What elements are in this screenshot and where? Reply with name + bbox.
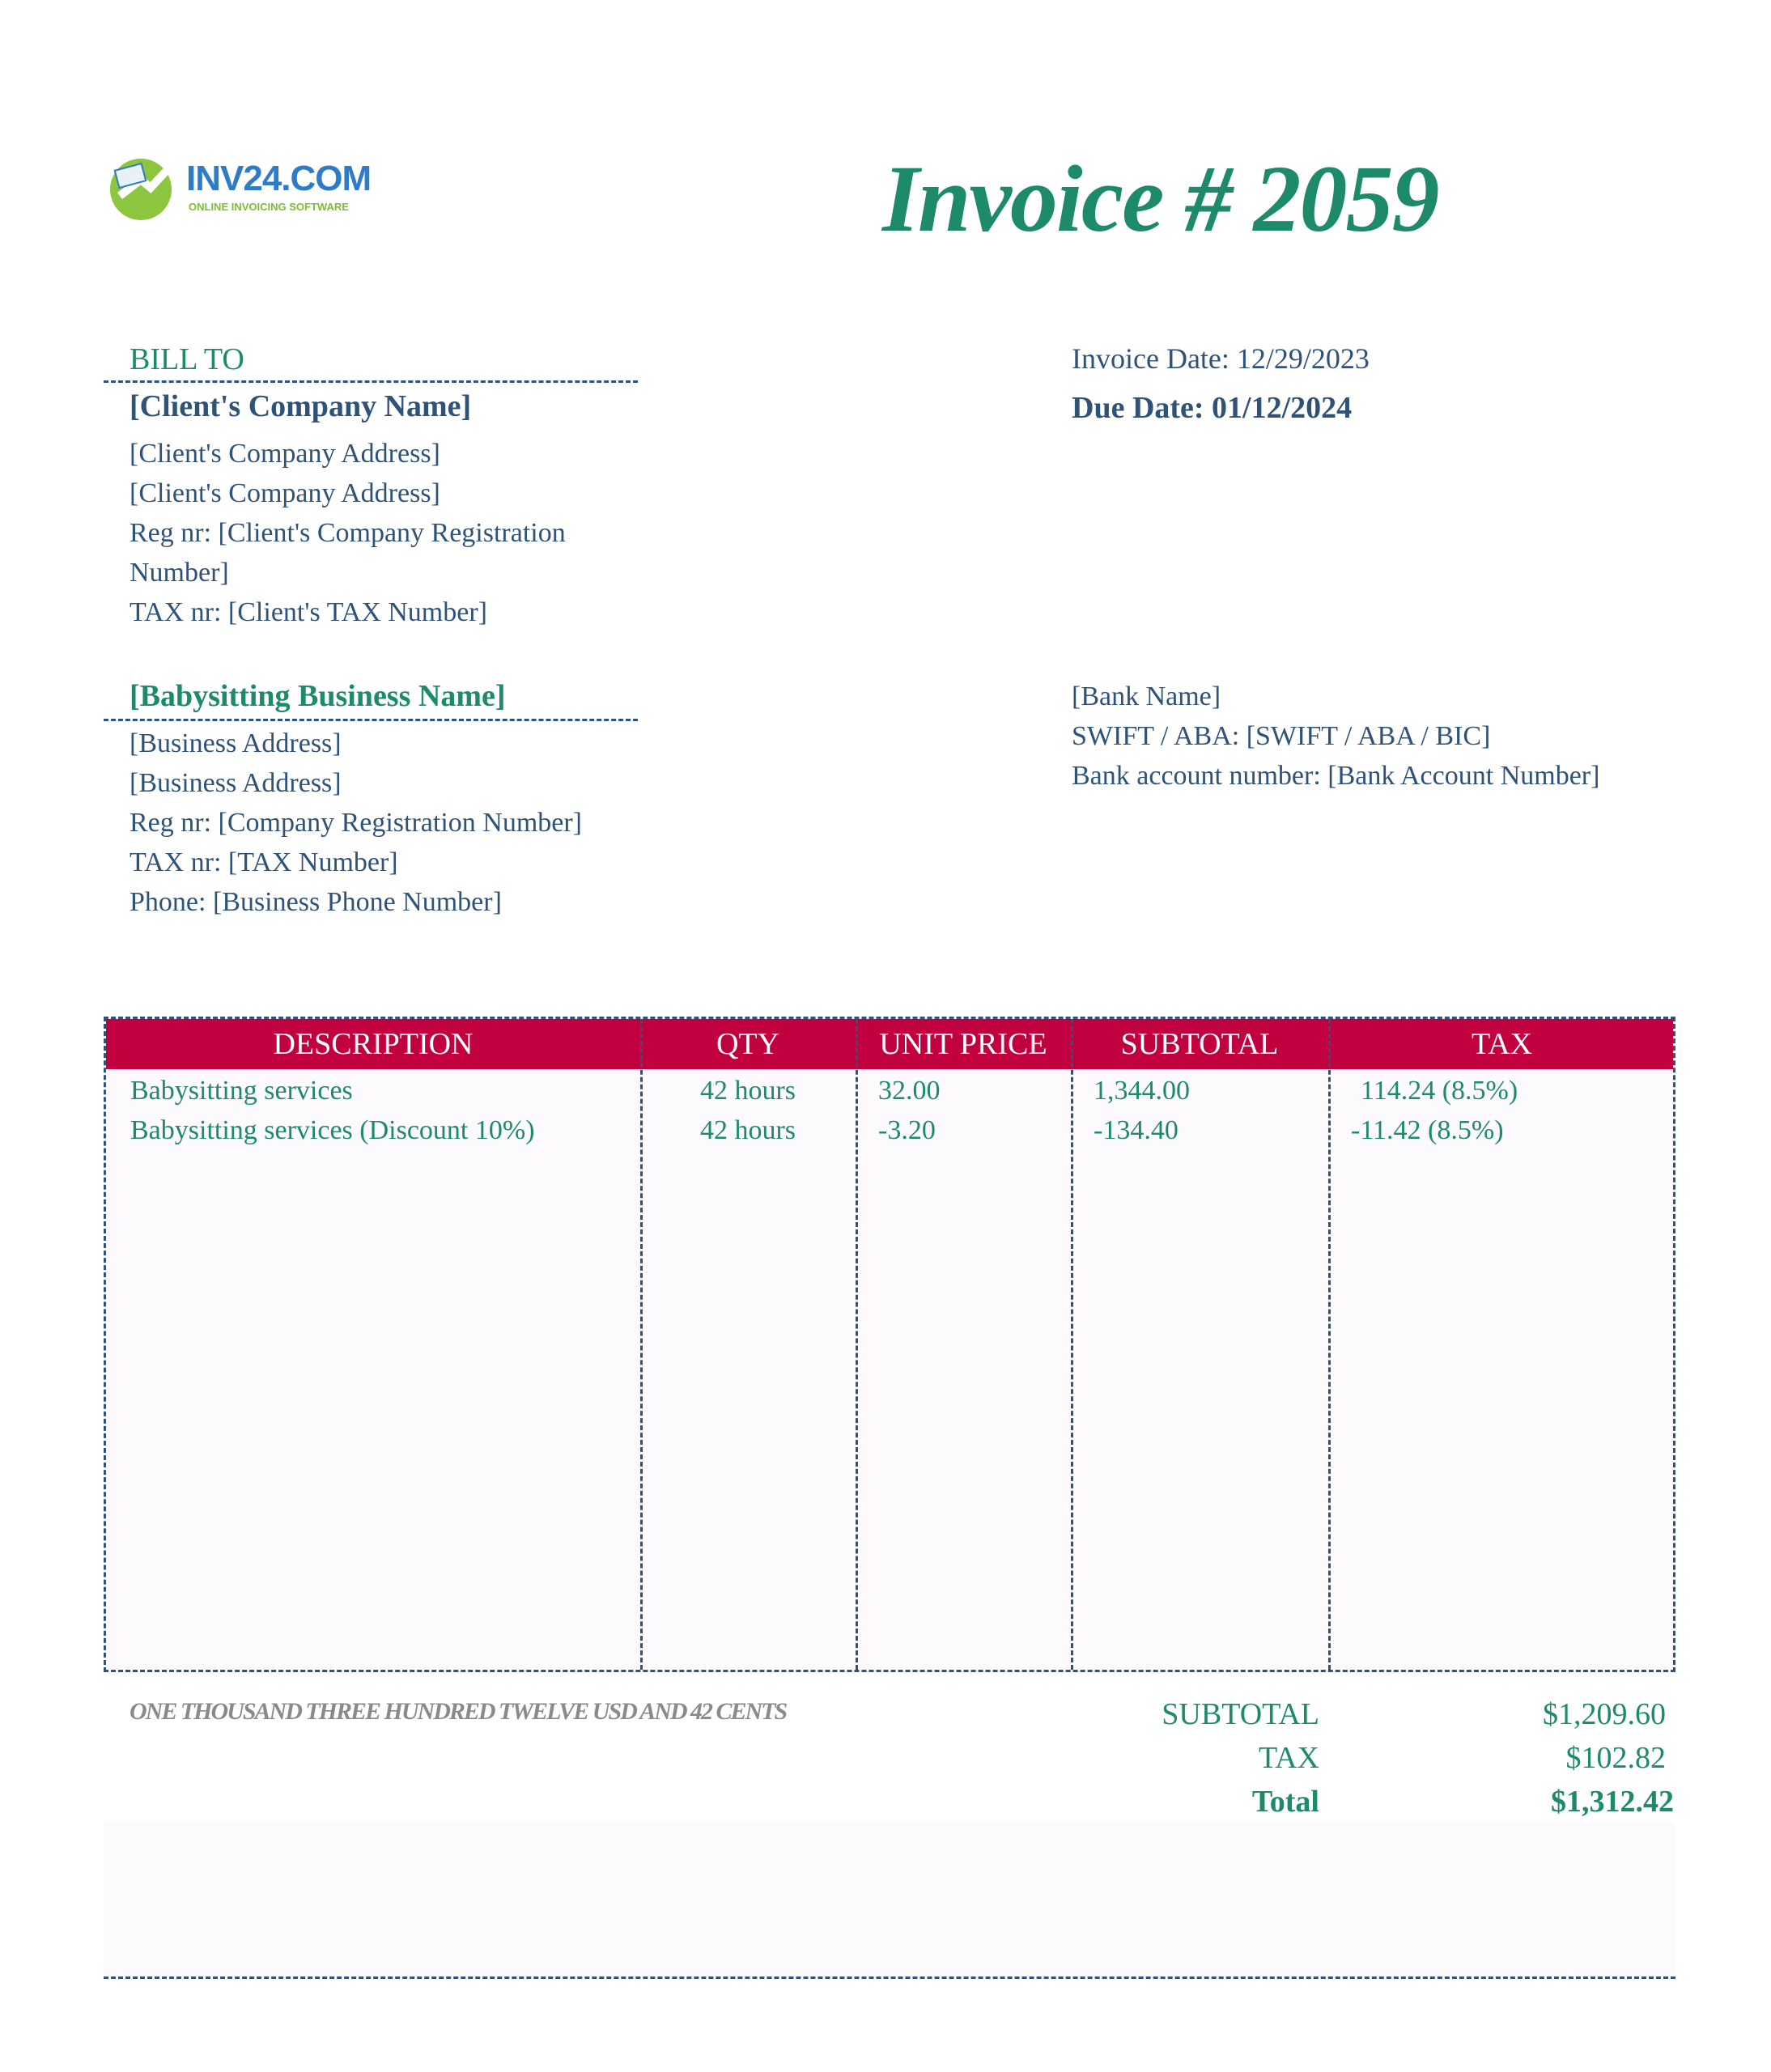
header-description: DESCRIPTION — [273, 1027, 474, 1061]
business-address-2: [Business Address] — [130, 768, 342, 798]
business-tax-number: TAX nr: [TAX Number] — [130, 847, 398, 877]
header-tax: TAX — [1471, 1027, 1533, 1061]
header-qty: QTY — [716, 1027, 780, 1061]
total-value: $1,312.42 — [1551, 1785, 1674, 1819]
notes-area — [104, 1823, 1675, 1976]
logo-arrow-icon — [105, 151, 183, 223]
row-description: Babysitting services (Discount 10%) — [130, 1115, 535, 1145]
subtotal-value: $1,209.60 — [1543, 1697, 1666, 1731]
header-subtotal: SUBTOTAL — [1120, 1027, 1279, 1061]
business-divider — [104, 719, 638, 721]
items-table — [104, 1017, 1675, 1672]
column-divider — [1328, 1019, 1331, 1670]
invoice-title: Invoice # 2059 — [882, 146, 1438, 252]
bank-swift: SWIFT / ABA: [SWIFT / ABA / BIC] — [1072, 721, 1491, 751]
business-name: [Babysitting Business Name] — [130, 679, 506, 713]
client-address-1: [Client's Company Address] — [130, 439, 440, 469]
client-reg-line-2: Number] — [130, 558, 229, 588]
footer-divider — [104, 1976, 1675, 1979]
row-tax: -11.42 (8.5%) — [1351, 1115, 1504, 1145]
row-unit-price: 32.00 — [878, 1076, 941, 1106]
company-logo — [105, 151, 372, 223]
bank-account-number: Bank account number: [Bank Account Number] — [1072, 761, 1600, 791]
bill-to-divider — [104, 380, 638, 383]
client-company-name: [Client's Company Name] — [130, 389, 472, 423]
business-reg-number: Reg nr: [Company Registration Number] — [130, 808, 583, 838]
business-phone: Phone: [Business Phone Number] — [130, 887, 502, 917]
subtotal-label: SUBTOTAL — [1162, 1697, 1319, 1731]
due-date: Due Date: 01/12/2024 — [1072, 391, 1353, 425]
logo-tagline: ONLINE INVOICING SOFTWARE — [189, 201, 349, 213]
client-reg-line-1: Reg nr: [Client's Company Registration — [130, 518, 566, 548]
amount-in-words: ONE THOUSAND THREE HUNDRED TWELVE USD AND 42 CENTS — [130, 1698, 787, 1725]
total-label: Total — [1251, 1785, 1319, 1819]
table-header — [106, 1019, 1673, 1069]
row-qty: 42 hours — [699, 1115, 796, 1145]
tax-label: TAX — [1258, 1741, 1319, 1775]
column-divider — [1071, 1019, 1073, 1670]
logo-name: INV24.COM — [186, 159, 372, 198]
tax-value: $102.82 — [1565, 1741, 1666, 1775]
row-subtotal: -134.40 — [1094, 1115, 1179, 1145]
bill-to-heading: BILL TO — [130, 342, 244, 376]
bank-name: [Bank Name] — [1072, 681, 1221, 711]
header-unit-price: UNIT PRICE — [879, 1027, 1047, 1061]
row-description: Babysitting services — [130, 1076, 353, 1106]
row-subtotal: 1,344.00 — [1094, 1076, 1190, 1106]
row-qty: 42 hours — [699, 1076, 796, 1106]
client-address-2: [Client's Company Address] — [130, 478, 440, 508]
invoice-date: Invoice Date: 12/29/2023 — [1072, 342, 1370, 375]
business-address-1: [Business Address] — [130, 728, 342, 758]
client-tax-number: TAX nr: [Client's TAX Number] — [130, 597, 487, 627]
row-unit-price: -3.20 — [878, 1115, 936, 1145]
row-tax: 114.24 (8.5%) — [1361, 1076, 1518, 1106]
column-divider — [856, 1019, 858, 1670]
